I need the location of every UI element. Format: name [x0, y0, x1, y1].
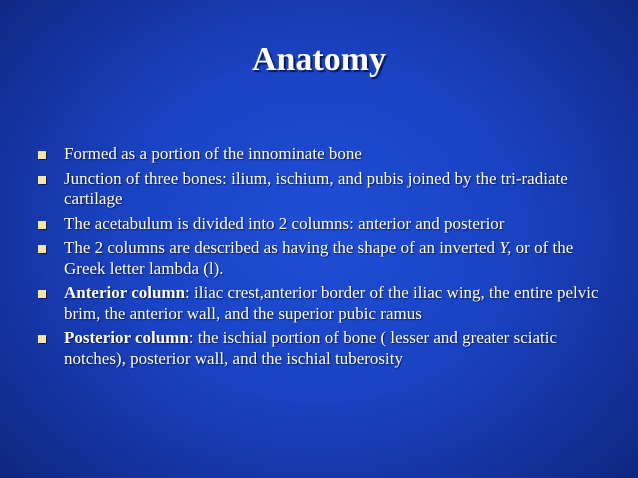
- square-bullet-icon: [38, 335, 46, 343]
- bullet-italic-term: Y,: [499, 238, 512, 257]
- bullet-text: Formed as a portion of the innominate bone: [64, 144, 362, 163]
- posterior-column-term: Posterior column: [64, 328, 189, 347]
- bullet-item: [38, 238, 608, 279]
- slide-title: Anatomy: [251, 41, 387, 78]
- bullet-text: : the ischial portion of bone ( lesser and greater sciatic notches), posterior wall, and the ischial tuberosity: [64, 328, 558, 368]
- square-bullet-icon: [38, 290, 46, 298]
- bullet-text-after: or of the Greek letter lambda (l).: [64, 238, 574, 278]
- bullet-item: [38, 169, 608, 210]
- anterior-column-term: Anterior column: [64, 283, 186, 302]
- bullet-list: [38, 144, 608, 373]
- square-bullet-icon: [38, 245, 46, 253]
- bullet-item: [38, 144, 608, 165]
- bullet-text: Junction of three bones: ilium, ischium, and pubis joined by the tri-radiate cartilage: [64, 168, 568, 208]
- bullet-text-before: The 2 columns are described as having the shape of an inverted: [64, 238, 500, 257]
- bullet-text: The acetabulum is divided into 2 columns: anterior and posterior: [64, 213, 505, 233]
- bullet-item: [38, 214, 608, 235]
- square-bullet-icon: [38, 221, 46, 229]
- bullet-item: [38, 283, 608, 324]
- bullet-text: : iliac crest,anterior border of the iliac wing, the entire pelvic brim, the anterior wall, and the superior pubic ramus: [64, 283, 599, 323]
- square-bullet-icon: [38, 176, 46, 184]
- square-bullet-icon: [38, 151, 46, 159]
- bullet-item: [38, 328, 608, 369]
